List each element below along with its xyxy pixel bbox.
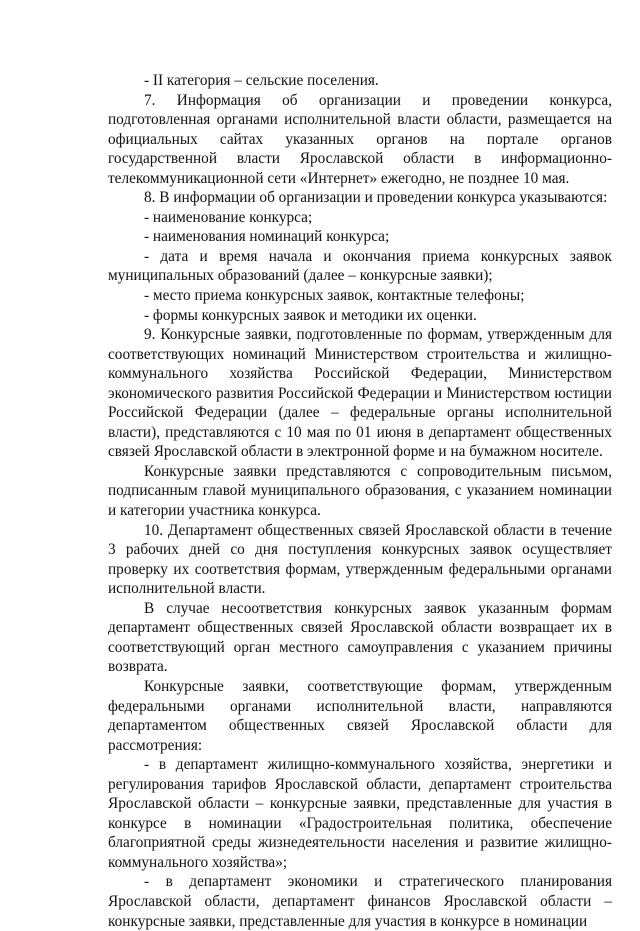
list-item-forms-methods: - формы конкурсных заявок и методики их оценки. xyxy=(144,306,477,324)
paragraph-nonconformity: В случае несоответствия конкурсных заявок указанным формам департамент общественных связей Ярославской области возвращает их в соответствующий орган местного самоуправления с указанием причины возврата. xyxy=(108,599,612,676)
paragraph-item-10: 10. Департамент общественных связей Ярославской области в течение 3 рабочих дней со дня поступления конкурсных заявок осуществляет проверку их соответствия формам, утвержденным федеральными органами исполнительной власти. xyxy=(108,521,612,598)
list-item-contest-name: - наименование конкурса; xyxy=(144,208,313,226)
list-item-housing-department: - в департамент жилищно-коммунального хозяйства, энергетики и регулирования тарифов Ярославской области, департамент строительства Ярославской области – конкурсные заявки, представленные для участия в конкурсе в номинации «Градостроительная политика, обеспечение благоприятной среды жизнедеятельности населения и развитие жилищно-коммунального хозяйства»; xyxy=(108,756,612,871)
paragraph-item-7: 7. Информация об организации и проведении конкурса, подготовленная органами исполнительной власти области, размещается на официальных сайтах указанных органов на портале органов государственной власти Ярославской области в информационно-телекоммуникационной сети «Интернет» ежегодно, не позднее 10 мая. xyxy=(108,91,612,187)
paragraph-item-8: 8. В информации об организации и проведении конкурса указываются: xyxy=(144,189,608,207)
paragraph-cover-letter: Конкурсные заявки представляются с сопроводительным письмом, подписанным главой муниципального образования, с указанием номинации и категории участника конкурса. xyxy=(108,462,612,520)
paragraph-category-ii: - II категория – сельские поселения. xyxy=(144,72,379,89)
paragraph-conforming-applications: Конкурсные заявки, соответствующие формам, утвержденным федеральными органами исполнительной власти, направляются департаментом общественных связей Ярославской области для рассмотрения: xyxy=(108,677,612,754)
paragraph-item-9: 9. Конкурсные заявки, подготовленные по формам, утвержденным для соответствующих номинаций Министерством строительства и жилищно-коммунального хозяйства Российской Федерации, Министерством экономического развития Российской Федерации и Министерством юстиции Российской Федерации (далее – федеральные органы исполнительной власти), представляются с 10 мая по 01 июня в департамент общественных связей Ярославской области в электронной форме и на бумажном носителе. xyxy=(108,326,612,461)
list-item-nominations: - наименования номинаций конкурса; xyxy=(144,228,390,246)
list-item-place-contacts: - место приема конкурсных заявок, контактные телефоны; xyxy=(144,287,525,305)
document-body xyxy=(108,71,612,931)
list-item-dates: - дата и время начала и окончания приема конкурсных заявок муниципальных образований (далее – конкурсные заявки); xyxy=(108,247,612,285)
list-item-economy-department: - в департамент экономики и стратегического планирования Ярославской области, департамент финансов Ярославской области – конкурсные заявки, представленные для участия в конкурсе в номинации xyxy=(108,873,612,930)
